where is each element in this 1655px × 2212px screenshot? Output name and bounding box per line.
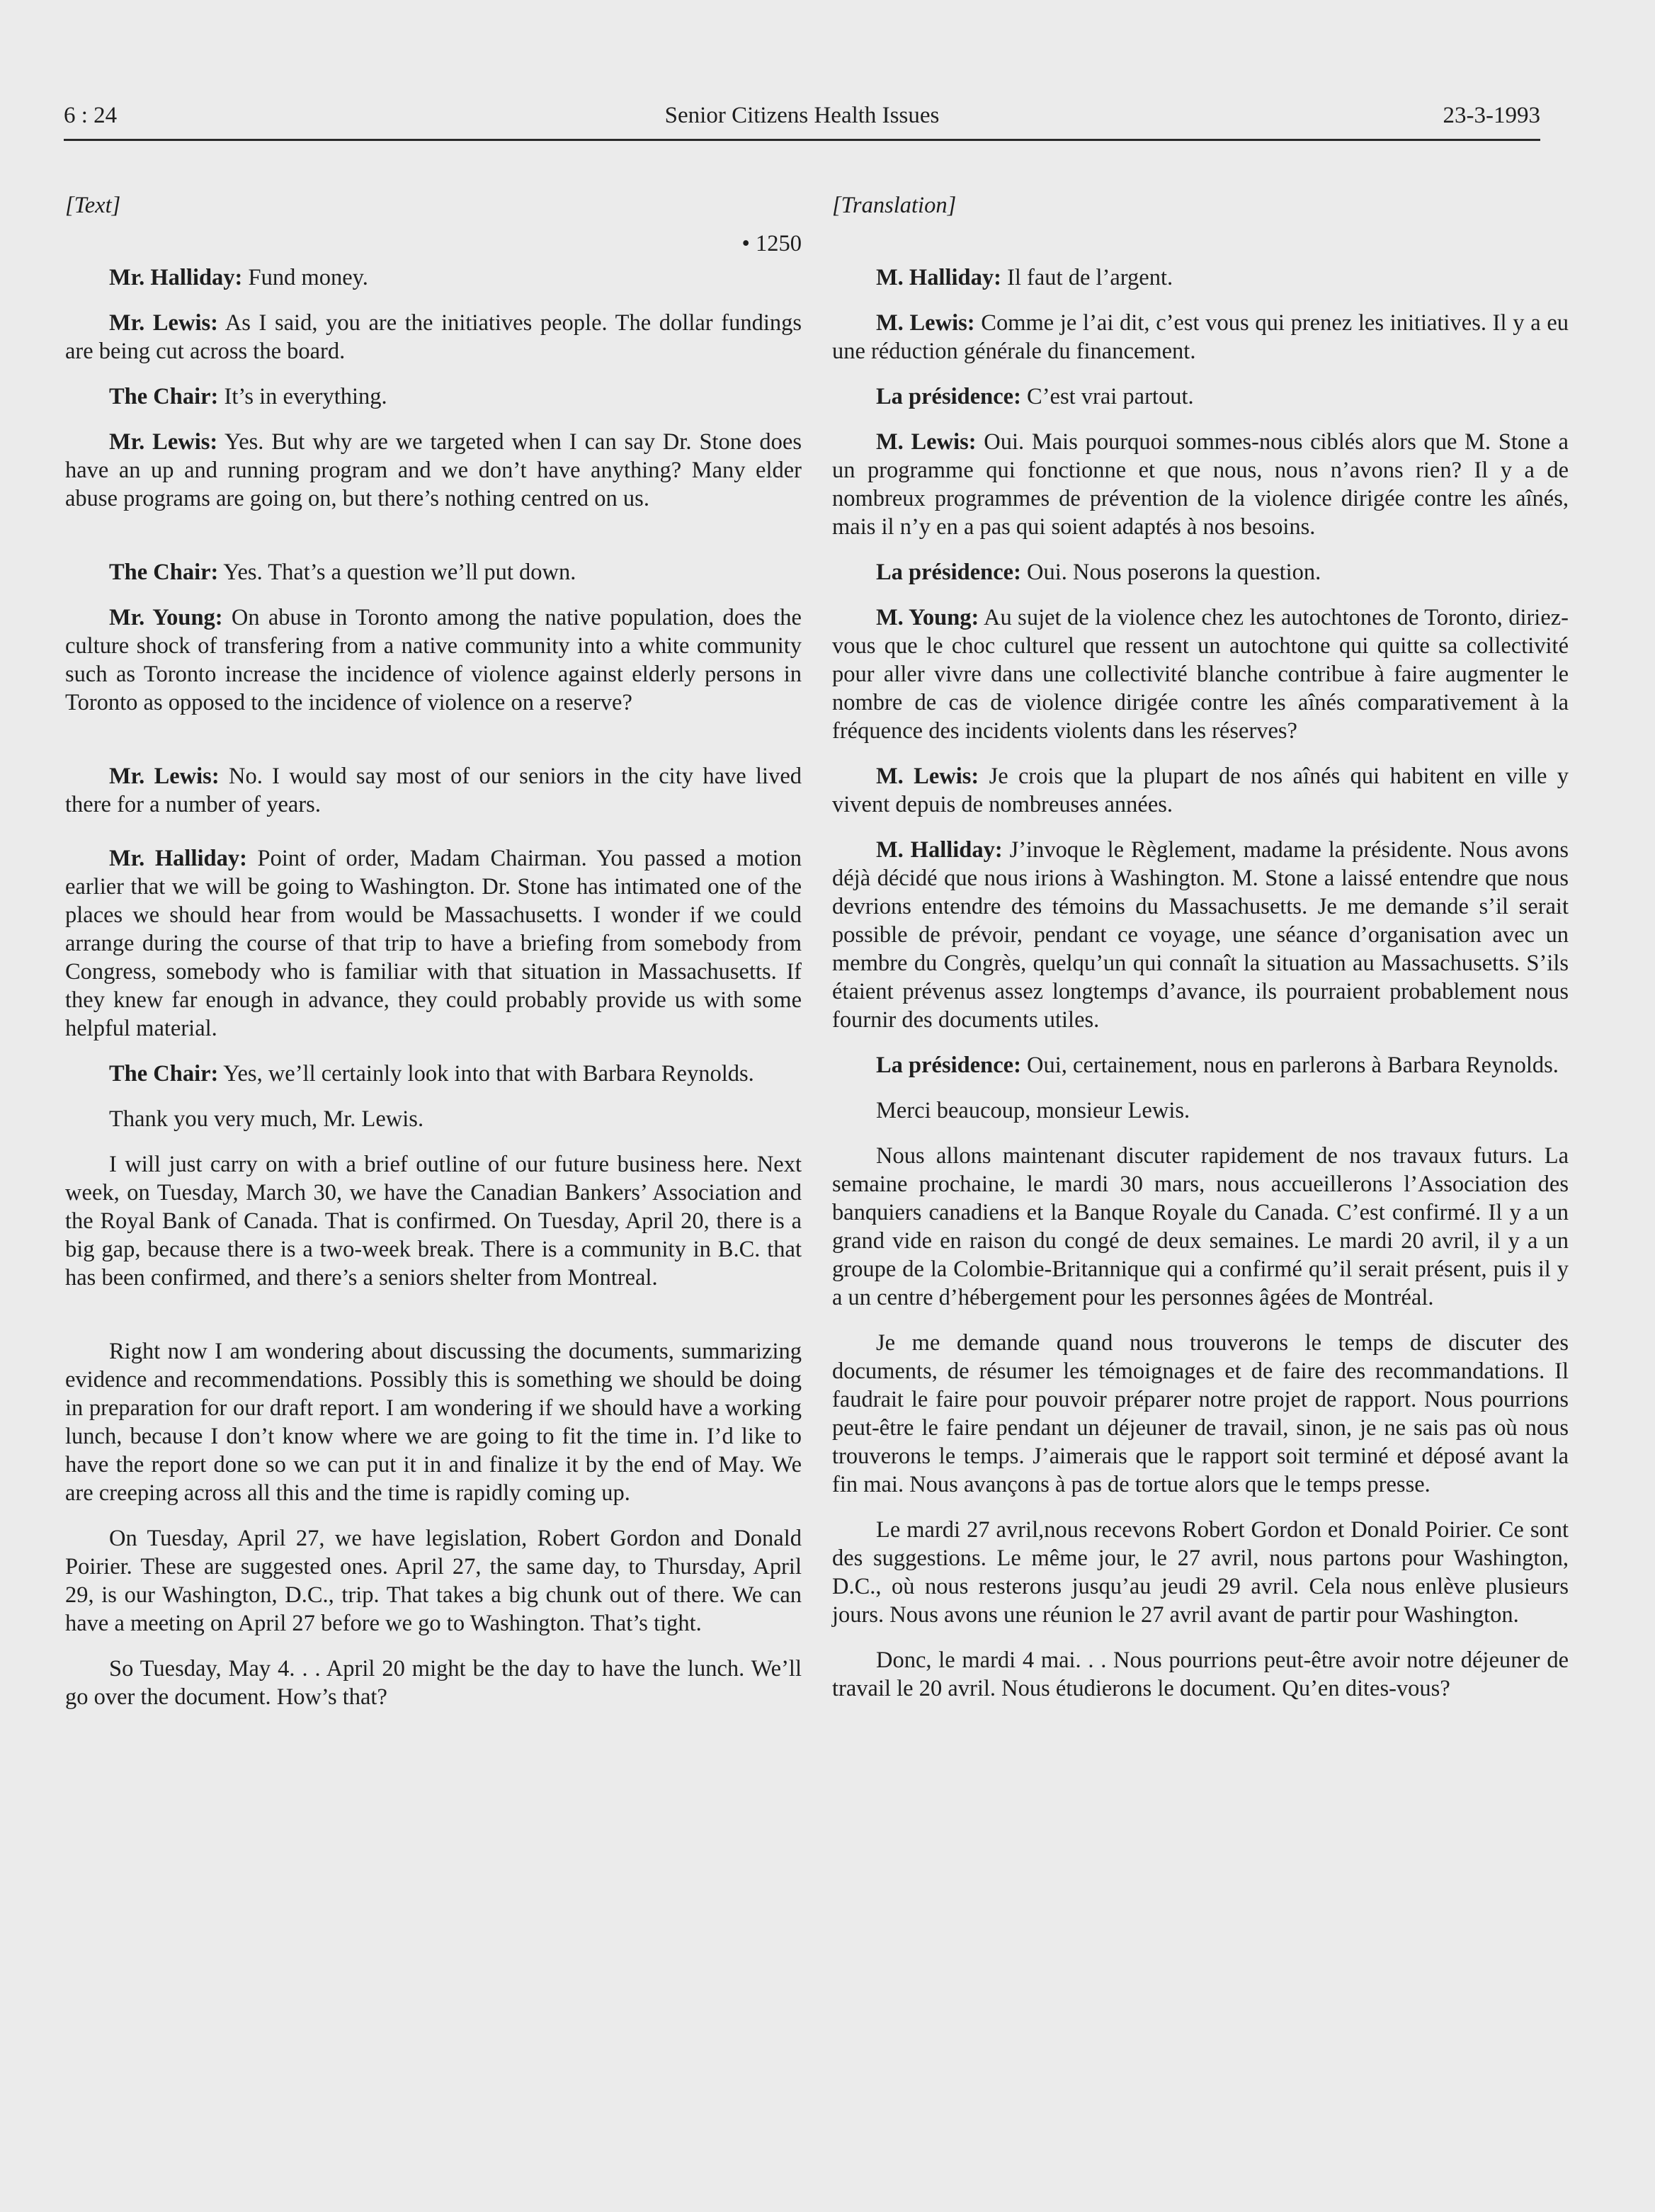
paragraph [832,603,1569,745]
paragraph [65,309,802,365]
speaker: La présidence: [876,384,1021,409]
paragraph-text: Au sujet de la violence chez les autochtones de Toronto, diriez-vous que le choc culturel que ressent un autochtone qui quitte sa collectivité pour aller vivre dans une collectivité blanche contribue à faire augmenter le nombre de cas de violence dirigée contre les aînés comparativement à la fréquence des incidents violents dans les réserves? [832,605,1569,744]
paragraph-text: Comme je l’ai dit, c’est vous qui prenez les initiatives. Il y a eu une réduction générale du financement. [832,310,1569,364]
paragraph-text: On abuse in Toronto among the native population, does the culture shock of transfering from a native community into a white community such as Toronto increase the incidence of violence against elderly persons in Toronto as opposed to the incidence of violence on a reserve? [65,605,802,715]
paragraph [832,263,1569,292]
speaker: M. Lewis: [876,310,975,336]
speaker: M. Halliday: [876,837,1003,863]
paragraph-text: C’est vrai partout. [1020,384,1194,409]
speaker: Mr. Lewis: [109,310,218,336]
paragraph-text: No. I would say most of our seniors in the city have lived there for a number of years. [65,764,802,817]
paragraph [832,1646,1569,1703]
paragraph-text: Donc, le mardi 4 mai. . . Nous pourrions peut-être avoir notre déjeuner de travail le 20 avril. Nous étudierons le document. Qu’en dites-vous? [832,1647,1569,1701]
paragraph [832,762,1569,819]
paragraph [65,1524,802,1638]
paragraph [832,1051,1569,1079]
paragraph-text: Point of order, Madam Chairman. You passed a motion earlier that we will be going to Washington. Dr. Stone has intimated one of the places we should hear from would be Massachusetts. I wonder if we could arrange during the course of that trip to have a briefing from somebody from Congress, somebody who is familiar with that situation in Massachusetts. If they knew far enough in advance, they could probably provide us with some helpful material. [65,846,802,1041]
speaker: La présidence: [876,1053,1021,1078]
paragraph [832,1329,1569,1499]
speaker: Mr. Young: [109,605,223,630]
paragraph-text: As I said, you are the initiatives people. The dollar fundings are being cut across the board. [65,310,802,364]
paragraph [65,428,802,513]
paragraph-text: Le mardi 27 avril,nous recevons Robert Gordon et Donald Poirier. Ce sont des suggestions. Le même jour, le 27 avril, nous partons pour Washington, D.C., où nous resterons jusqu’au jeudi 29 avril. Cela nous enlève plusieurs jours. Nous avons une réunion le 27 avril avant de partir pour Washington. [832,1517,1569,1628]
speaker: Mr. Lewis: [109,429,218,455]
paragraph-text: Il faut de l’argent. [1001,265,1173,290]
paragraph-text: I will just carry on with a brief outline of our future business here. Next week, on Tuesday, March 30, we have the Canadian Bankers’ Association and the Royal Bank of Canada. That is confirmed. On Tuesday, April 20, there is a big gap, because there is a two-week break. There is a community in B.C. that has been confirmed, and there’s a seniors shelter from Montreal. [65,1152,802,1291]
speaker: M. Lewis: [876,764,979,789]
paragraph [65,263,802,292]
time-marker: • 1250 [741,231,802,256]
paragraph [65,603,802,717]
translation-tag: [Translation] [832,193,957,218]
spacer [65,836,802,844]
paragraph [65,762,802,819]
speaker: La présidence: [876,560,1021,585]
paragraph-text: Je crois que la plupart de nos aînés qui habitent en ville y vivent depuis de nombreuses années. [832,764,1569,817]
paragraph [65,1150,802,1292]
paragraph [832,558,1569,586]
paragraph-text: J’invoque le Règlement, madame la présidente. Nous avons déjà décidé que nous irions à Washington. M. Stone a laissé entendre que nous devrions entendre des témoins du Massachusetts. Je me demande s’il serait possible de prévoir, pendant ce voyage, une séance d’organisation avec un membre du Congrès, quelqu’un qui connaît la situation au Massachusetts. S’ils étaient prévenus assez longtemps d’avance, ils pourraient probablement nous fournir des documents utiles. [832,837,1569,1033]
header-rule [64,139,1540,141]
speaker: Mr. Lewis: [109,764,220,789]
paragraph-text: Yes, we’ll certainly look into that with Barbara Reynolds. [218,1061,754,1087]
paragraph-text: Je me demande quand nous trouverons le temps de discuter des documents, de résumer les témoignages et de faire des recommandations. Il faudrait le faire pour pouvoir préparer notre projet de rapport. Nous pourrions peut-être le faire pendant un déjeuner de travail, sinon, je ne sais pas où nous trouverons le temps. J’aimerais que le rapport soit terminé et déposé avant la fin mai. Nous avançons à pas de tortue alors que le temps presse. [832,1330,1569,1497]
paragraph [65,1655,802,1711]
speaker: M. Halliday: [876,265,1001,290]
page-header [64,103,1540,138]
paragraph-text: Right now I am wondering about discussing the documents, summarizing evidence and recommendations. Possibly this is something we should be doing in preparation for our draft report. I am wondering if we should have a working lunch, because I don’t know where we are going to fit the time in. I’d like to have the report done so we can put it in and finalize it by the end of May. We are creeping across all this and the time is rapidly coming up. [65,1339,802,1506]
paragraph [832,1142,1569,1312]
page-number: 6 : 24 [64,103,118,128]
paragraph [832,382,1569,411]
spacer [65,734,802,762]
spacer [65,1309,802,1337]
speaker: Mr. Halliday: [109,846,247,871]
speaker: M. Lewis: [876,429,977,455]
speaker: Mr. Halliday: [109,265,243,290]
running-title: Senior Citizens Health Issues [664,103,940,128]
paragraph [832,1096,1569,1125]
paragraph [832,836,1569,1034]
speaker: M. Young: [876,605,979,630]
paragraph-text: So Tuesday, May 4. . . April 20 might be the day to have the lunch. We’ll go over the document. How’s that? [65,1656,802,1710]
spacer [832,229,1569,263]
speaker: The Chair: [109,560,219,585]
french-column [832,191,1569,1720]
paragraph-text: Merci beaucoup, monsieur Lewis. [876,1098,1190,1123]
header-date: 23-3-1993 [1443,103,1540,128]
speaker: The Chair: [109,1061,219,1087]
paragraph-text: Yes. But why are we targeted when I can say Dr. Stone does have an up and running program and we don’t have anything? Many elder abuse programs are going on, but there’s nothing centred on us. [65,429,802,511]
paragraph-text: Oui. Nous poserons la question. [1020,560,1321,585]
paragraph [65,1105,802,1133]
english-column [65,191,802,1728]
paragraph-text: Nous allons maintenant discuter rapidement de nos travaux futurs. La semaine prochaine, le mardi 30 mars, nous accueillerons l’Association des banquiers canadiens et la Banque Royale du Canada. C’est confirmé. Il y a un grand vide en raison du congé de deux semaines. Le mardi 20 avril, il y a un groupe de la Colombie-Britannique qui a confirmé qu’il serait présent, puis il y a un centre d’hébergement pour les personnes âgées de Montréal. [832,1143,1569,1310]
paragraph [65,558,802,586]
paragraph [832,1516,1569,1629]
paragraph-text: Oui. Mais pourquoi sommes-nous ciblés alors que M. Stone a un programme qui fonctionne et que nous, nous n’avons rien? Il y a de nombreux programmes de prévention de la violence dirigée contre les aînés, mais il n’y en a pas qui soient adaptés à nos besoins. [832,429,1569,540]
paragraph-text: On Tuesday, April 27, we have legislation, Robert Gordon and Donald Poirier. These are suggested ones. April 27, the same day, to Thursday, April 29, is our Washington, D.C., trip. That takes a big chunk out of there. We can have a meeting on April 27 before we go to Washington. That’s tight. [65,1526,802,1636]
paragraph-text: It’s in everything. [218,384,387,409]
paragraph [832,309,1569,365]
paragraph [832,428,1569,541]
text-tag: [Text] [65,193,121,218]
paragraph [65,382,802,411]
paragraph-text: Thank you very much, Mr. Lewis. [109,1106,424,1132]
paragraph-text: Yes. That’s a question we’ll put down. [218,560,576,585]
paragraph-text: Oui, certainement, nous en parlerons à Barbara Reynolds. [1020,1053,1559,1078]
paragraph-text: Fund money. [242,265,368,290]
spacer [65,530,802,558]
speaker: The Chair: [109,384,219,409]
paragraph [65,844,802,1043]
paragraph [65,1060,802,1088]
paragraph [65,1337,802,1507]
